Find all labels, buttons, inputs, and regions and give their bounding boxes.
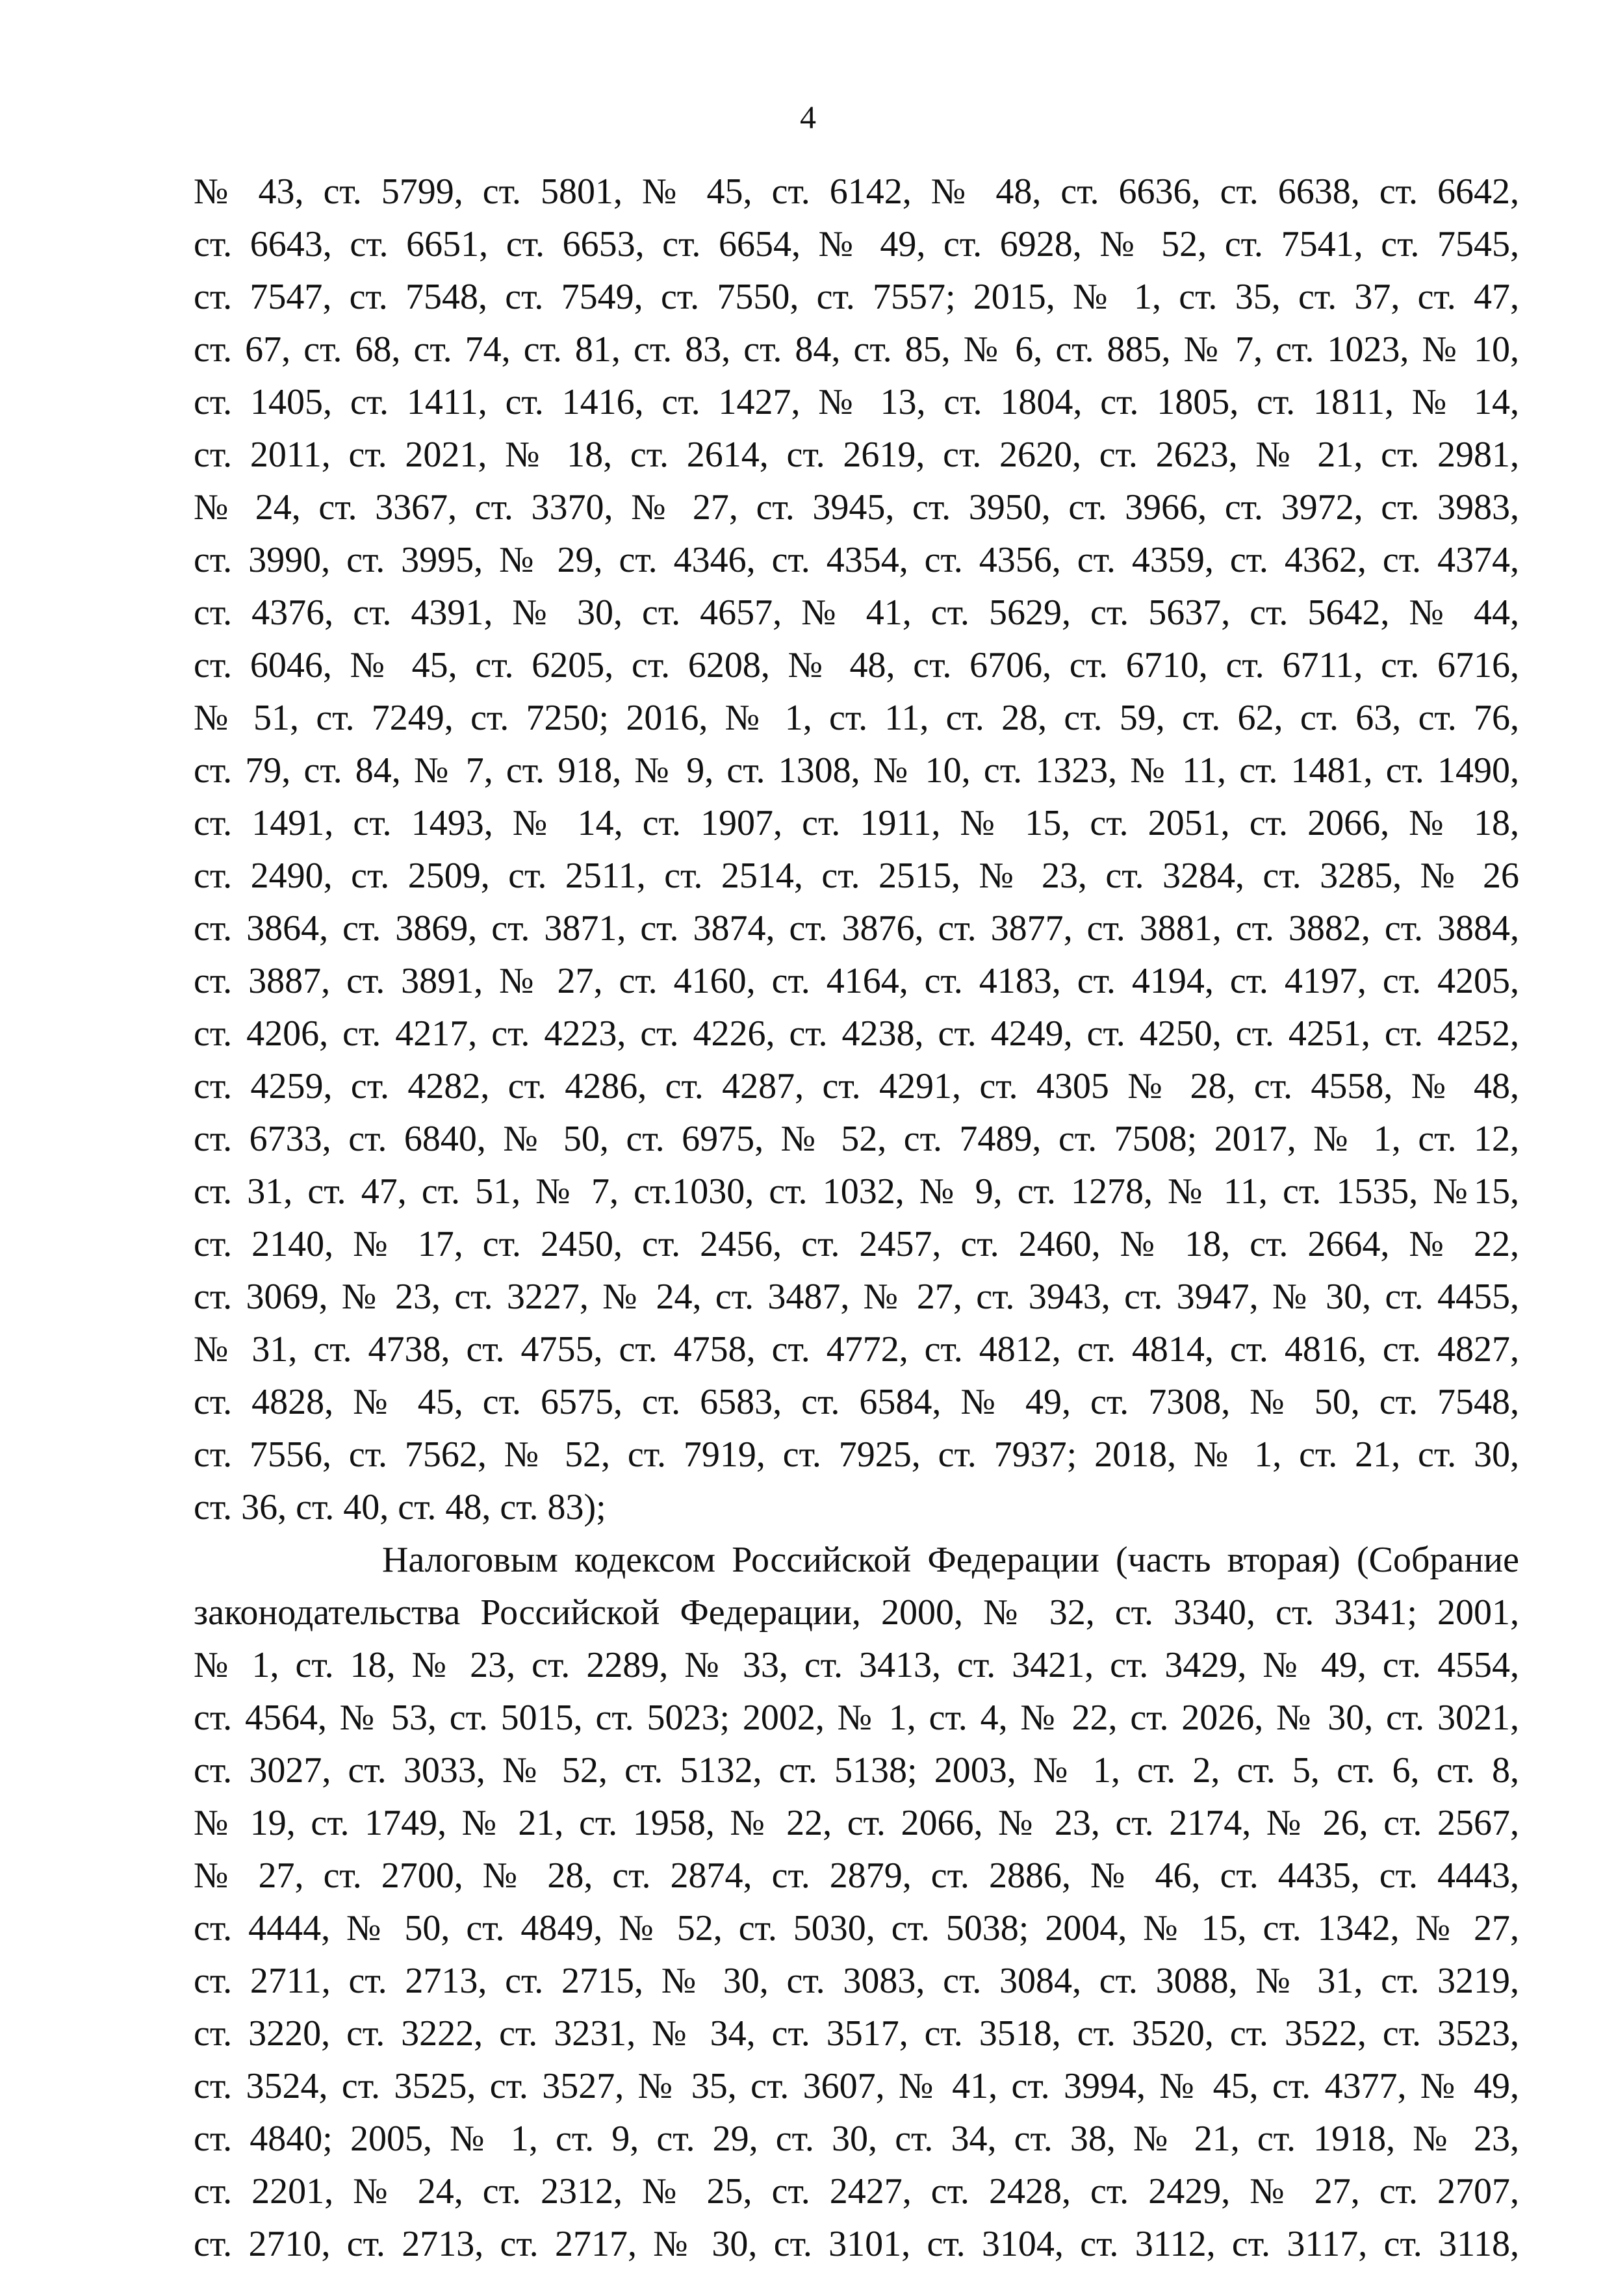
text-line: № 51, ст. 7249, ст. 7250; 2016, № 1, ст. 11, ст. 28, ст. 59, ст. 62, ст. 63, ст. 76, xyxy=(194,698,1519,738)
text-line-paragraph-start: Налоговым кодексом Российской Федерации (часть вторая) (Собрание xyxy=(382,1540,1519,1580)
text-line: ст. 4828, № 45, ст. 6575, ст. 6583, ст. 6584, № 49, ст. 7308, № 50, ст. 7548, xyxy=(194,1382,1519,1422)
text-line: законодательства Российской Федерации, 2000, № 32, ст. 3340, ст. 3341; 2001, xyxy=(194,1592,1519,1633)
text-line: № 27, ст. 2700, № 28, ст. 2874, ст. 2879, ст. 2886, № 46, ст. 4435, ст. 4443, xyxy=(194,1856,1519,1896)
text-line: ст. 4840; 2005, № 1, ст. 9, ст. 29, ст. 30, ст. 34, ст. 38, № 21, ст. 1918, № 23, xyxy=(194,2119,1519,2159)
text-line: № 43, ст. 5799, ст. 5801, № 45, ст. 6142, № 48, ст. 6636, ст. 6638, ст. 6642, xyxy=(194,172,1519,212)
text-line: № 19, ст. 1749, № 21, ст. 1958, № 22, ст. 2066, № 23, ст. 2174, № 26, ст. 2567, xyxy=(194,1803,1519,1843)
text-line: ст. 1491, ст. 1493, № 14, ст. 1907, ст. 1911, № 15, ст. 2051, ст. 2066, № 18, xyxy=(194,803,1519,843)
text-line: ст. 3990, ст. 3995, № 29, ст. 4346, ст. 4354, ст. 4356, ст. 4359, ст. 4362, ст. 4374, xyxy=(194,540,1519,580)
text-line: ст. 4376, ст. 4391, № 30, ст. 4657, № 41, ст. 5629, ст. 5637, ст. 5642, № 44, xyxy=(194,593,1519,633)
text-line: ст. 3069, № 23, ст. 3227, № 24, ст. 3487, № 27, ст. 3943, ст. 3947, № 30, ст. 4455, xyxy=(194,1277,1519,1317)
text-line: ст. 3887, ст. 3891, № 27, ст. 4160, ст. 4164, ст. 4183, ст. 4194, ст. 4197, ст. 4205, xyxy=(194,961,1519,1001)
text-line-paragraph-end: ст. 36, ст. 40, ст. 48, ст. 83); xyxy=(194,1487,606,1527)
text-line: ст. 79, ст. 84, № 7, ст. 918, № 9, ст. 1308, № 10, ст. 1323, № 11, ст. 1481, ст. 1490, xyxy=(194,750,1519,791)
text-line: ст. 2011, ст. 2021, № 18, ст. 2614, ст. 2619, ст. 2620, ст. 2623, № 21, ст. 2981, xyxy=(194,435,1519,475)
text-line: ст. 2711, ст. 2713, ст. 2715, № 30, ст. 3083, ст. 3084, ст. 3088, № 31, ст. 3219, xyxy=(194,1961,1519,2001)
text-line: ст. 2201, № 24, ст. 2312, № 25, ст. 2427, ст. 2428, ст. 2429, № 27, ст. 2707, xyxy=(194,2171,1519,2212)
text-line: № 31, ст. 4738, ст. 4755, ст. 4758, ст. 4772, ст. 4812, ст. 4814, ст. 4816, ст. 4827, xyxy=(194,1329,1519,1370)
text-line: ст. 4206, ст. 4217, ст. 4223, ст. 4226, ст. 4238, ст. 4249, ст. 4250, ст. 4251, ст. 4252, xyxy=(194,1014,1519,1054)
text-line: ст. 3524, ст. 3525, ст. 3527, № 35, ст. 3607, № 41, ст. 3994, № 45, ст. 4377, № 49, xyxy=(194,2066,1519,2106)
text-line: ст. 6046, № 45, ст. 6205, ст. 6208, № 48, ст. 6706, ст. 6710, ст. 6711, ст. 6716, xyxy=(194,645,1519,685)
text-line: ст. 4444, № 50, ст. 4849, № 52, ст. 5030, ст. 5038; 2004, № 15, ст. 1342, № 27, xyxy=(194,1908,1519,1948)
text-line: ст. 7547, ст. 7548, ст. 7549, ст. 7550, ст. 7557; 2015, № 1, ст. 35, ст. 37, ст. 47, xyxy=(194,277,1519,317)
text-line: ст. 67, ст. 68, ст. 74, ст. 81, ст. 83, ст. 84, ст. 85, № 6, ст. 885, № 7, ст. 1023, № 10, xyxy=(194,329,1519,370)
text-line: ст. 6643, ст. 6651, ст. 6653, ст. 6654, № 49, ст. 6928, № 52, ст. 7541, ст. 7545, xyxy=(194,224,1519,264)
text-line: ст. 3027, ст. 3033, № 52, ст. 5132, ст. 5138; 2003, № 1, ст. 2, ст. 5, ст. 6, ст. 8, xyxy=(194,1750,1519,1791)
text-line: ст. 2490, ст. 2509, ст. 2511, ст. 2514, ст. 2515, № 23, ст. 3284, ст. 3285, № 26 xyxy=(194,856,1519,896)
text-line: ст. 2710, ст. 2713, ст. 2717, № 30, ст. 3101, ст. 3104, ст. 3112, ст. 3117, ст. 3118, xyxy=(194,2224,1519,2264)
text-line: № 1, ст. 18, № 23, ст. 2289, № 33, ст. 3413, ст. 3421, ст. 3429, № 49, ст. 4554, xyxy=(194,1645,1519,1685)
text-line: ст. 3220, ст. 3222, ст. 3231, № 34, ст. 3517, ст. 3518, ст. 3520, ст. 3522, ст. 3523, xyxy=(194,2013,1519,2054)
text-line: ст. 1405, ст. 1411, ст. 1416, ст. 1427, № 13, ст. 1804, ст. 1805, ст. 1811, № 14, xyxy=(194,382,1519,422)
text-line: ст. 4564, № 53, ст. 5015, ст. 5023; 2002, № 1, ст. 4, № 22, ст. 2026, № 30, ст. 3021, xyxy=(194,1698,1519,1738)
text-line: ст. 4259, ст. 4282, ст. 4286, ст. 4287, ст. 4291, ст. 4305 № 28, ст. 4558, № 48, xyxy=(194,1066,1519,1106)
page-number: 4 xyxy=(800,99,816,135)
text-line: ст. 3864, ст. 3869, ст. 3871, ст. 3874, ст. 3876, ст. 3877, ст. 3881, ст. 3882, ст. 3884, xyxy=(194,908,1519,949)
text-line: ст. 6733, ст. 6840, № 50, ст. 6975, № 52, ст. 7489, ст. 7508; 2017, № 1, ст. 12, xyxy=(194,1119,1519,1159)
text-line: ст. 31, ст. 47, ст. 51, № 7, ст.1030, ст. 1032, № 9, ст. 1278, № 11, ст. 1535, №15, xyxy=(194,1171,1519,1212)
text-line: ст. 7556, ст. 7562, № 52, ст. 7919, ст. 7925, ст. 7937; 2018, № 1, ст. 21, ст. 30, xyxy=(194,1435,1519,1475)
text-line: ст. 2140, № 17, ст. 2450, ст. 2456, ст. 2457, ст. 2460, № 18, ст. 2664, № 22, xyxy=(194,1224,1519,1264)
document-body xyxy=(194,166,1519,2271)
text-line: № 24, ст. 3367, ст. 3370, № 27, ст. 3945, ст. 3950, ст. 3966, ст. 3972, ст. 3983, xyxy=(194,487,1519,528)
